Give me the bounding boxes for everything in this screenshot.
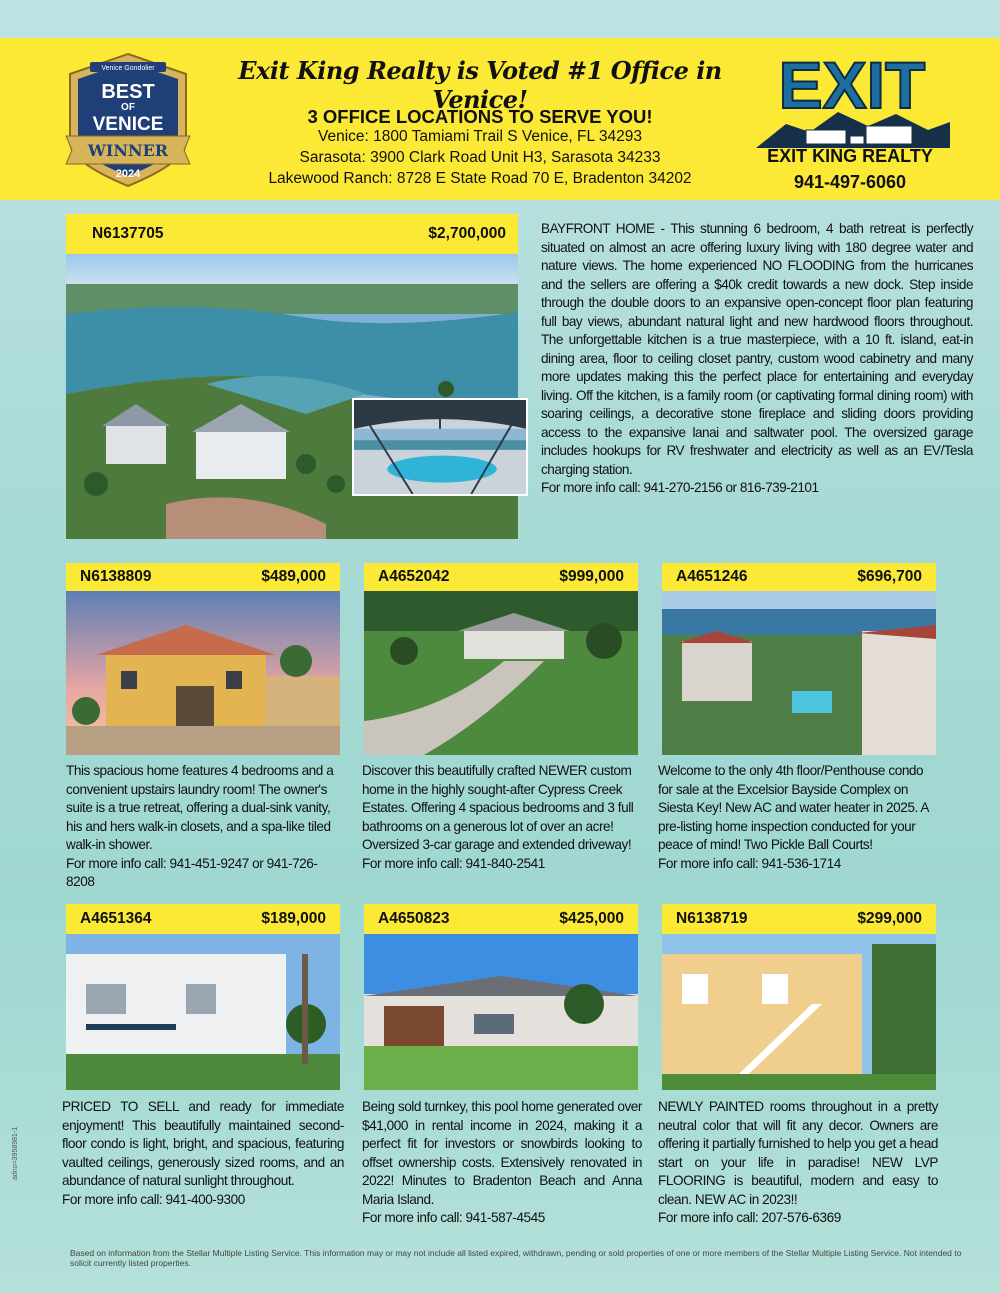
- offices-title: 3 OFFICE LOCATIONS TO SERVE YOU!: [307, 106, 653, 127]
- featured-contact: For more info call: 941-270-2156 or 816-739-2101: [541, 480, 819, 495]
- exit-logo: [746, 52, 958, 152]
- listing-description: Being sold turnkey, this pool home generated over $41,000 in rental income in 2024, making it a perfect fit for investors or snowbirds looking to offset ownership costs. Extensively renovated in 2022! Minutes to Bradenton Beach and Anna Maria Island.: [362, 1099, 642, 1207]
- listing-description: This spacious home features 4 bedrooms and a convenient upstairs laundry room! The owner's suite is a true retreat, offering a dual-sink vanity, his and hers walk-in closets, and a spa-like tiled walk-in shower.: [66, 763, 334, 852]
- best-of-venice-badge: [58, 50, 198, 190]
- badge-winner: WINNER: [87, 141, 169, 160]
- listing-description-block: [658, 1098, 938, 1228]
- listing-contact: For more info call: 941-536-1714: [658, 855, 841, 871]
- listing-header: [662, 563, 936, 591]
- listing-price: $189,000: [261, 910, 326, 927]
- listing-contact: For more info call: 941-840-2541: [362, 855, 545, 871]
- header-banner: [0, 38, 1000, 200]
- listing-mls: A4652042: [378, 568, 450, 585]
- listing-contact: For more info call: 207-576-6369: [658, 1210, 841, 1225]
- featured-price: $2,700,000: [428, 225, 506, 242]
- mls-disclaimer: Based on information from the Stellar Multiple Listing Service. This information may or may not include all listed expired, withdrawn, pending or sold properties of one or more members of the Stellar Multiple Listing Service. Not intended to solicit currently listed properties.: [70, 1248, 962, 1268]
- featured-description-block: [541, 220, 973, 498]
- listing-description-block: [362, 1098, 642, 1228]
- featured-mls: N6137705: [92, 225, 164, 242]
- featured-photo-aerial: [66, 254, 518, 539]
- badge-year: 2024: [115, 168, 141, 180]
- listing-mls: A4651364: [80, 910, 152, 927]
- listing-contact: For more info call: 941-400-9300: [62, 1191, 245, 1207]
- listing-contact: For more info call: 941-587-4545: [362, 1210, 545, 1225]
- office-lakewood-ranch: Lakewood Ranch: 8728 E State Road 70 E, Bradenton 34202: [268, 170, 692, 187]
- listing-description: PRICED TO SELL and ready for immediate enjoyment! This beautifully maintained second-floor condo is light, bright, and spacious, featuring vaulted ceilings, generously sized rooms, and an abundance of natural sunlight throughout.: [62, 1099, 344, 1188]
- listing-photo-condo: [662, 934, 936, 1090]
- listing-photo-condo: [662, 591, 936, 755]
- listing-photo-condo: [66, 934, 340, 1090]
- listing-mls: N6138719: [676, 910, 748, 927]
- listing-price: $299,000: [857, 910, 922, 927]
- listing-mls: A4651246: [676, 568, 748, 585]
- ad-number: adno=3958981-1: [12, 1126, 19, 1180]
- listing-description-block: [658, 762, 938, 873]
- listing-contact: For more info call: 941-451-9247 or 941-726-8208: [66, 855, 318, 889]
- listing-photo-house: [66, 591, 340, 755]
- listing-description-block: [66, 762, 344, 892]
- listing-header: [66, 904, 340, 934]
- exit-logo-text: EXIT: [778, 52, 926, 122]
- listing-price: $489,000: [261, 568, 326, 585]
- featured-listing-header: [66, 214, 518, 254]
- listing-description: Discover this beautifully crafted NEWER custom home in the highly sought-after Cypress Creek Estates. Offering 4 spacious bedrooms and 3 full bathrooms on a generous lot of over an acre! Oversized 3-car garage and extended driveway!: [362, 763, 634, 852]
- badge-venice: VENICE: [92, 114, 164, 135]
- listing-mls: A4650823: [378, 910, 450, 927]
- listing-header: [364, 904, 638, 934]
- badge-of: OF: [121, 102, 135, 113]
- listing-photo-house: [364, 934, 638, 1090]
- featured-photo-pool: [352, 398, 528, 496]
- listing-photo-house: [364, 591, 638, 755]
- listing-description: Welcome to the only 4th floor/Penthouse condo for sale at the Excelsior Bayside Complex on Siesta Key! New AC and water heater in 2025. A pre-listing home inspection conducted for your peace of mind! Two Pickle Ball Courts!: [658, 763, 929, 852]
- brand-name: EXIT KING REALTY: [767, 146, 933, 166]
- slogan: Exit King Realty is Voted #1 Office in Venice!: [238, 56, 722, 114]
- listing-price: $425,000: [559, 910, 624, 927]
- listing-price: $696,700: [857, 568, 922, 585]
- listing-price: $999,000: [559, 568, 624, 585]
- badge-best: BEST: [101, 81, 155, 103]
- badge-top-text: Venice Gondolier: [101, 65, 155, 72]
- office-venice: Venice: 1800 Tamiami Trail S Venice, FL 34293: [318, 128, 642, 145]
- listing-header: [662, 904, 936, 934]
- listing-description-block: [62, 1098, 344, 1209]
- brand-phone: 941-497-6060: [793, 172, 907, 192]
- listing-header: [364, 563, 638, 591]
- featured-description: BAYFRONT HOME - This stunning 6 bedroom, 4 bath retreat is perfectly situated on almost an acre offering luxury living with 180 degree water and nature views. The home experienced NO FLOODING from the hurricanes and the sellers are offering a $40k credit towards a new dock. Step inside through the double doors to an expansive open-concept floor plan featuring full bay views, abundant natural light and new hardwood floors throughout. The unforgettable kitchen is a true masterpiece, with a 10 ft. island, eat-in dining area, floor to ceiling closet pantry, custom wood cabinetry and many more updates making this the perfect place for entertaining and everyday living. Off the kitchen, is a family room (or captivating formal dining room) with soaring ceilings, a decorative stone fireplace and sliding doors providing access to the expansive lanai and saltwater pool. The oversized garage includes hookups for RV freshwater and electricity as well as an EV/Tesla charging station.: [541, 221, 973, 477]
- listing-description-block: [362, 762, 642, 873]
- listing-header: [66, 563, 340, 591]
- listing-mls: N6138809: [80, 568, 152, 585]
- listing-description: NEWLY PAINTED rooms throughout in a pretty neutral color that will fit any decor. Owners are offering it partially furnished to help you get a head start on your life in paradise! NEW LVP FLOORING is beautiful, modern and easy to clean. NEW AC in 2023!!: [658, 1099, 938, 1207]
- office-sarasota: Sarasota: 3900 Clark Road Unit H3, Sarasota 34233: [299, 149, 661, 166]
